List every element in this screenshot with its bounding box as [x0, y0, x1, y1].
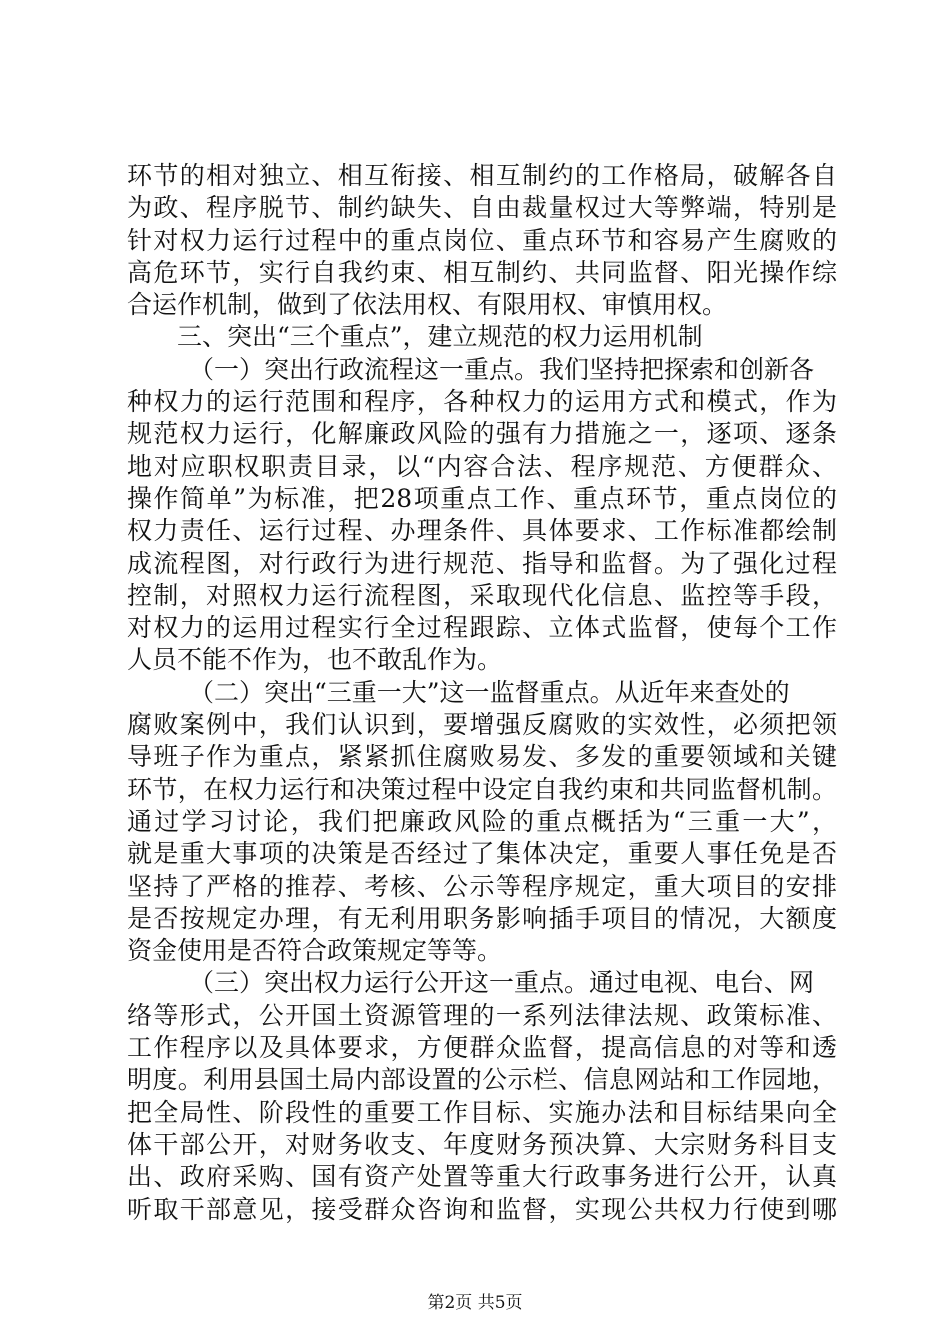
document-body — [127, 160, 837, 1226]
text-line: 出、政府采购、国有资产处置等重大行政事务进行公开，认真 — [127, 1162, 837, 1192]
text-line: 就是重大事项的决策是否经过了集体决定，重要人事任免是否 — [127, 839, 837, 869]
text-line: 合运作机制，做到了依法用权、有限用权、审慎用权。 — [127, 290, 728, 320]
paragraph-first-line: （三）突出权力运行公开这一重点。通过电视、电台、网 — [189, 968, 815, 998]
text-line: 体干部公开，对财务收支、年度财务预决算、大宗财务科目支 — [127, 1129, 837, 1159]
text-line: 地对应职权职责目录，以“内容合法、程序规范、方便群众、 — [127, 451, 837, 481]
page-number-footer: 第2页 共5页 — [427, 1293, 523, 1313]
text-line: 对权力的运用过程实行全过程跟踪、立体式监督，使每个工作 — [127, 613, 837, 643]
text-line: 规范权力运行，化解廉政风险的强有力措施之一，逐项、逐条 — [127, 419, 837, 449]
text-line: 络等形式，公开国土资源管理的一系列法律法规、政策标准、 — [127, 1000, 837, 1030]
text-line: 针对权力运行过程中的重点岗位、重点环节和容易产生腐败的 — [127, 225, 837, 255]
text-line: 权力责任、运行过程、办理条件、具体要求、工作标准都绘制 — [127, 516, 837, 546]
text-line: 操作简单”为标准，把28项重点工作、重点环节，重点岗位的 — [127, 483, 837, 513]
text-line: 种权力的运行范围和程序，各种权力的运用方式和模式，作为 — [127, 387, 837, 417]
text-line: 资金使用是否符合政策规定等等。 — [127, 936, 503, 966]
text-line: 成流程图，对行政行为进行规范、指导和监督。为了强化过程 — [127, 548, 837, 578]
text-line: 腐败案例中，我们认识到，要增强反腐败的实效性，必须把领 — [127, 710, 837, 740]
text-line: 控制，对照权力运行流程图，采取现代化信息、监控等手段， — [127, 580, 837, 610]
text-line: 通过学习讨论，我们把廉政风险的重点概括为“三重一大”， — [127, 806, 837, 836]
paragraph-first-line: （二）突出“三重一大”这一监督重点。从近年来查处的 — [189, 677, 790, 707]
text-line: 导班子作为重点，紧紧抓住腐败易发、多发的重要领域和关键 — [127, 742, 837, 772]
paragraph-first-line: （一）突出行政流程这一重点。我们坚持把探索和创新各 — [189, 354, 815, 384]
text-line: 环节的相对独立、相互衔接、相互制约的工作格局，破解各自 — [127, 161, 837, 190]
text-line: 为政、程序脱节、制约缺失、自由裁量权过大等弊端，特别是 — [127, 193, 837, 223]
text-line: 是否按规定办理，有无利用职务影响插手项目的情况，大额度 — [127, 903, 837, 933]
text-line: 工作程序以及具体要求，方便群众监督，提高信息的对等和透 — [127, 1033, 837, 1063]
text-line: 人员不能不作为，也不敢乱作为。 — [127, 645, 503, 675]
text-line: 听取干部意见，接受群众咨询和监督，实现公共权力行使到哪 — [127, 1194, 837, 1224]
text-line: 把全局性、阶段性的重要工作目标、实施办法和目标结果向全 — [127, 1097, 837, 1127]
text-line: 坚持了严格的推荐、考核、公示等程序规定，重大项目的安排 — [127, 871, 837, 901]
text-line: 高危环节，实行自我约束、相互制约、共同监督、阳光操作综 — [127, 257, 837, 287]
text-line: 明度。利用县国土局内部设置的公示栏、信息网站和工作园地， — [127, 1065, 837, 1095]
section-heading: 三、突出“三个重点”，建立规范的权力运用机制 — [177, 322, 703, 352]
text-line: 环节，在权力运行和决策过程中设定自我约束和共同监督机制。 — [127, 774, 837, 804]
